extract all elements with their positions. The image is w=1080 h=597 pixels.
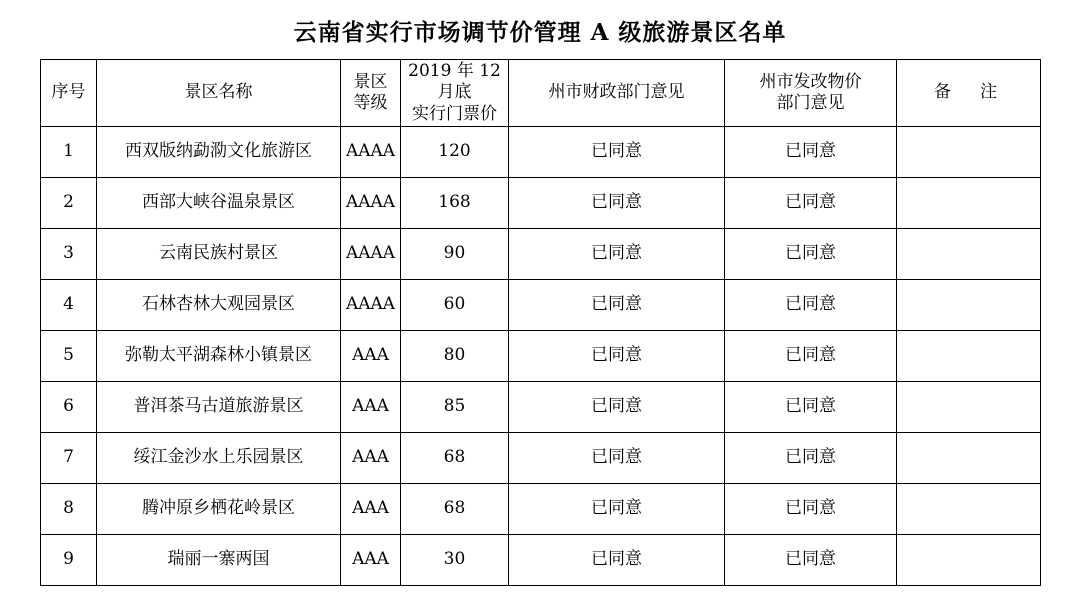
cell-level: AAA xyxy=(341,484,401,535)
table-row xyxy=(41,382,1041,433)
table-row xyxy=(41,535,1041,586)
table-header-row xyxy=(41,60,1041,127)
cell-price: 120 xyxy=(401,127,509,178)
cell-note xyxy=(897,535,1041,586)
column-header-development-opinion xyxy=(725,60,897,127)
table-row xyxy=(41,433,1041,484)
cell-seq: 9 xyxy=(41,535,97,586)
column-header-level-line2: 等级 xyxy=(353,93,388,113)
cell-price: 68 xyxy=(401,433,509,484)
cell-level: AAAA xyxy=(341,178,401,229)
cell-development-opinion: 已同意 xyxy=(725,484,897,535)
cell-development-opinion: 已同意 xyxy=(725,127,897,178)
cell-finance-opinion: 已同意 xyxy=(509,535,725,586)
table-row xyxy=(41,229,1041,280)
cell-price: 60 xyxy=(401,280,509,331)
cell-note xyxy=(897,127,1041,178)
cell-finance-opinion: 已同意 xyxy=(509,382,725,433)
cell-price: 80 xyxy=(401,331,509,382)
column-header-price-line1: 2019 年 12 月底 xyxy=(408,61,501,103)
cell-finance-opinion: 已同意 xyxy=(509,484,725,535)
cell-name: 绥江金沙水上乐园景区 xyxy=(97,433,341,484)
scenic-area-table xyxy=(40,59,1041,586)
cell-finance-opinion: 已同意 xyxy=(509,433,725,484)
cell-finance-opinion: 已同意 xyxy=(509,331,725,382)
table-row xyxy=(41,331,1041,382)
cell-note xyxy=(897,484,1041,535)
cell-note xyxy=(897,433,1041,484)
cell-development-opinion: 已同意 xyxy=(725,280,897,331)
cell-price: 85 xyxy=(401,382,509,433)
cell-note xyxy=(897,178,1041,229)
column-header-note: 备 注 xyxy=(897,60,1041,127)
cell-seq: 8 xyxy=(41,484,97,535)
cell-price: 90 xyxy=(401,229,509,280)
cell-level: AAAA xyxy=(341,127,401,178)
table-header xyxy=(41,60,1041,127)
cell-development-opinion: 已同意 xyxy=(725,229,897,280)
column-header-development-line2: 部门意见 xyxy=(776,93,845,113)
cell-note xyxy=(897,229,1041,280)
cell-development-opinion: 已同意 xyxy=(725,433,897,484)
cell-name: 普洱茶马古道旅游景区 xyxy=(97,382,341,433)
cell-name: 腾冲原乡栖花岭景区 xyxy=(97,484,341,535)
cell-finance-opinion: 已同意 xyxy=(509,178,725,229)
cell-seq: 5 xyxy=(41,331,97,382)
cell-finance-opinion: 已同意 xyxy=(509,229,725,280)
cell-seq: 4 xyxy=(41,280,97,331)
table-row xyxy=(41,484,1041,535)
cell-price: 30 xyxy=(401,535,509,586)
cell-note xyxy=(897,280,1041,331)
cell-finance-opinion: 已同意 xyxy=(509,280,725,331)
table-row xyxy=(41,280,1041,331)
column-header-price-line2: 实行门票价 xyxy=(412,103,497,124)
table-row xyxy=(41,127,1041,178)
table-container xyxy=(40,59,1040,586)
cell-level: AAAA xyxy=(341,280,401,331)
cell-level: AAA xyxy=(341,535,401,586)
cell-seq: 1 xyxy=(41,127,97,178)
cell-level: AAAA xyxy=(341,229,401,280)
cell-name: 瑞丽一寨两国 xyxy=(97,535,341,586)
cell-name: 石林杏林大观园景区 xyxy=(97,280,341,331)
cell-level: AAA xyxy=(341,331,401,382)
column-header-level xyxy=(341,60,401,127)
cell-level: AAA xyxy=(341,382,401,433)
column-header-development-line1: 州市发改物价 xyxy=(759,71,862,92)
cell-seq: 3 xyxy=(41,229,97,280)
cell-note xyxy=(897,382,1041,433)
cell-note xyxy=(897,331,1041,382)
cell-seq: 2 xyxy=(41,178,97,229)
table-row xyxy=(41,178,1041,229)
cell-development-opinion: 已同意 xyxy=(725,535,897,586)
cell-price: 68 xyxy=(401,484,509,535)
page-title: 云南省实行市场调节价管理 A 级旅游景区名单 xyxy=(293,19,787,46)
cell-name: 弥勒太平湖森林小镇景区 xyxy=(97,331,341,382)
column-header-seq: 序号 xyxy=(41,60,97,127)
cell-name: 云南民族村景区 xyxy=(97,229,341,280)
column-header-price xyxy=(401,60,509,127)
table-body xyxy=(41,127,1041,586)
cell-seq: 6 xyxy=(41,382,97,433)
cell-development-opinion: 已同意 xyxy=(725,331,897,382)
cell-level: AAA xyxy=(341,433,401,484)
cell-name: 西双版纳勐泐文化旅游区 xyxy=(97,127,341,178)
cell-seq: 7 xyxy=(41,433,97,484)
column-header-level-line1: 景区 xyxy=(353,71,388,92)
cell-name: 西部大峡谷温泉景区 xyxy=(97,178,341,229)
cell-development-opinion: 已同意 xyxy=(725,178,897,229)
column-header-finance-opinion: 州市财政部门意见 xyxy=(509,60,725,127)
column-header-name: 景区名称 xyxy=(97,60,341,127)
cell-development-opinion: 已同意 xyxy=(725,382,897,433)
cell-finance-opinion: 已同意 xyxy=(509,127,725,178)
cell-price: 168 xyxy=(401,178,509,229)
